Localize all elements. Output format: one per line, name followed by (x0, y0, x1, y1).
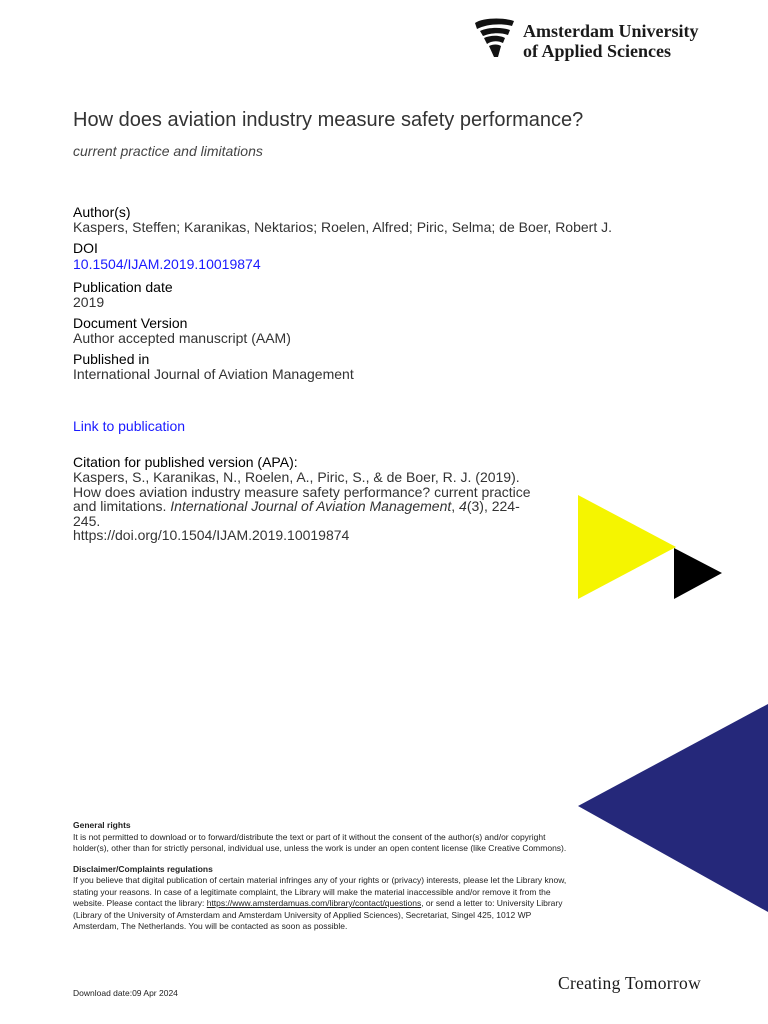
citation-part-2: (3), 224-245. (73, 498, 520, 529)
document-subtitle: current practice and limitations (73, 143, 263, 159)
version-label: Document Version (73, 315, 188, 331)
version-value: Author accepted manuscript (AAM) (73, 330, 291, 346)
pubdate-value: 2019 (73, 294, 105, 310)
citation-sep: , (451, 498, 460, 514)
rights-section (73, 820, 578, 942)
doi-block (73, 241, 713, 274)
disclaimer (73, 864, 578, 933)
doi-label: DOI (73, 240, 98, 256)
citation-url[interactable]: https://doi.org/10.1504/IJAM.2019.10019874 (73, 527, 350, 543)
black-triangle (674, 548, 722, 599)
link-to-publication[interactable]: Link to publication (73, 418, 186, 434)
citation-text (73, 470, 543, 543)
university-logo-text (523, 21, 698, 61)
pubdate-block (73, 280, 713, 310)
authors-block (73, 205, 713, 235)
logo-line-2: of Applied Sciences (523, 41, 672, 61)
authors-label: Author(s) (73, 204, 131, 220)
published-in-label: Published in (73, 351, 150, 367)
document-title: How does aviation industry measure safety performance? (73, 109, 584, 131)
general-rights-text: It is not permitted to download or to forward/distribute the text or part of it without the consent of the author(s) and/or copyright holder(s), other than for strictly personal, individual use, unless the work is under an open content license (like Creative Commons). (73, 831, 567, 853)
citation-journal: International Journal of Aviation Management (170, 498, 452, 514)
navy-triangle (578, 704, 768, 912)
yellow-triangle (578, 495, 676, 599)
citation-section (73, 455, 543, 543)
metadata-section (73, 205, 713, 388)
published-in-block (73, 352, 713, 382)
pubdate-label: Publication date (73, 279, 173, 295)
disclaimer-text-2: , or send a letter to: University Library (Library of the University of Amsterdam and Amsterdam University of Applied Sciences), Secretariat, Singel 425, 1012 WP Amsterdam, The Netherlands. You will be contacted as soon as possible. (73, 898, 563, 931)
amsterdam-uas-logo-icon (472, 17, 516, 59)
citation-volume: 4 (459, 498, 467, 514)
library-contact-link[interactable]: https://www.amsterdamuas.com/library/contact/questions (206, 898, 422, 908)
tagline: Creating Tomorrow (558, 973, 702, 993)
general-rights (73, 820, 578, 855)
citation-label: Citation for published version (APA): (73, 454, 298, 470)
doi-link[interactable]: 10.1504/IJAM.2019.10019874 (73, 256, 261, 272)
disclaimer-text-1: If you believe that digital publication of certain material infringes any of your rights or (privacy) interests, please let the Library know, stating your reasons. In case of a legitimate complaint, the Library will make the material inaccessible and/or remove it from the website. Please contact the library: (73, 875, 567, 908)
general-rights-heading: General rights (73, 820, 131, 830)
version-block (73, 316, 713, 346)
logo-line-1: Amsterdam University (523, 21, 699, 41)
authors-value: Kaspers, Steffen; Karanikas, Nektarios; Roelen, Alfred; Piric, Selma; de Boer, Robert J. (73, 219, 612, 235)
citation-part-1: Kaspers, S., Karanikas, N., Roelen, A., Piric, S., & de Boer, R. J. (2019). How does aviation industry measure safety performance? current practice and limitations. (73, 469, 531, 514)
published-in-value: International Journal of Aviation Management (73, 366, 354, 382)
download-date: Download date:09 Apr 2024 (73, 988, 178, 998)
disclaimer-heading: Disclaimer/Complaints regulations (73, 863, 213, 874)
